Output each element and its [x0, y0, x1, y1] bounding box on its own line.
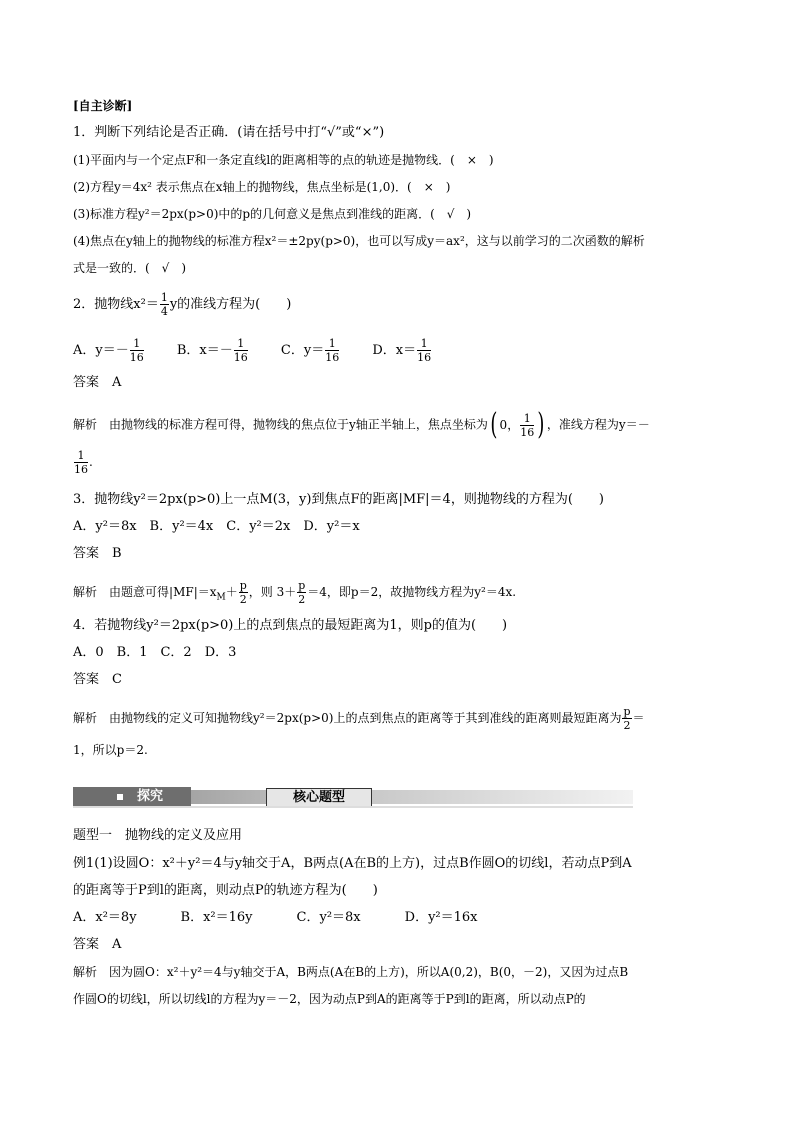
- question-1-item: (2)方程y＝4x² 表示焦点在x轴上的抛物线，焦点坐标是(1,0)．( × ): [73, 180, 451, 194]
- example-1-analysis-line2: 作圆O的切线l，所以切线l的方程为y＝－2，因为动点P到A的距离等于P到l的距离，所以动点P的: [73, 992, 586, 1006]
- question-3-options: A．y²＝8x B．y²＝4x C．y²＝2x D．y²＝x: [73, 519, 360, 534]
- type-1-title: 题型一 抛物线的定义及应用: [73, 828, 243, 843]
- option-d: D．y²＝16x: [404, 910, 478, 925]
- question-4-stem: 4．若抛物线y²＝2px(p>0)上的点到焦点的最短距离为1，则p的值为( ): [73, 618, 508, 633]
- fraction: $\frac{1}{16}$: [417, 337, 432, 364]
- question-2-options: [73, 338, 432, 363]
- fraction: $\frac{p}{2}$: [239, 579, 247, 606]
- fraction: $\frac{1}{16}$: [233, 337, 248, 364]
- question-4-options: A．0 B．1 C．2 D．3: [73, 645, 237, 660]
- question-4-analysis: 解析 由抛物线的定义可知抛物线y²＝2px(p>0)上的点到焦点的距离等于其到准线的距离则最短距离为 $\frac{p}{2}$ ＝: [73, 705, 645, 732]
- section-label: [自主诊断]: [73, 99, 133, 113]
- square-bullet-icon: [117, 794, 123, 800]
- answer-value: A: [112, 937, 122, 952]
- option-c: C．y＝: [280, 343, 325, 358]
- fraction: $\frac{1}{16}$: [129, 337, 144, 364]
- question-2-stem: [73, 292, 291, 317]
- option-c: C．y²＝8x: [296, 910, 361, 925]
- question-4-analysis-line2: 1，所以p＝2.: [73, 743, 148, 757]
- section-banner: [73, 787, 633, 807]
- question-1-item: (3)标准方程y²＝2px(p>0)中的p的几何意义是焦点到准线的距离．( √ ): [73, 207, 472, 221]
- answer-value: A: [112, 375, 122, 390]
- q2-stem-before: 2．抛物线x²＝: [73, 297, 159, 312]
- option-b: B．x＝－: [176, 343, 233, 358]
- fraction: $\frac{1}{4}$: [160, 291, 168, 318]
- question-3-stem: 3．抛物线y²＝2px(p>0)上一点M(3，y)到焦点F的距离|MF|＝4，则抛物线的方程为( ): [73, 492, 604, 507]
- answer-value: C: [112, 672, 122, 687]
- question-1-stem: 1．判断下列结论是否正确．(请在括号中打“√”或“×”): [73, 125, 385, 140]
- option-d: D．x＝: [372, 343, 417, 358]
- question-1-item: (4)焦点在y轴上的抛物线的标准方程x²＝±2py(p>0)，也可以写成y＝ax²，这与以前学习的二次函数的解析: [73, 234, 645, 248]
- q2-stem-after: y的准线方程为( ): [169, 297, 292, 312]
- example-1-options: [73, 908, 478, 928]
- question-3-analysis: 解析 由题意可得$|MF|=x_M+$ $\frac{p}{2}$ ，则 3＋ $\frac{p}{2}$ ＝4，即p＝2，故抛物线方程为y²＝4x.: [73, 579, 517, 606]
- banner-tag: 核心题型: [292, 790, 345, 805]
- question-4-answer: 答案 C: [73, 672, 122, 687]
- question-2-answer: 答案 A: [73, 375, 122, 390]
- option-b: B．x²＝16y: [180, 910, 253, 925]
- answer-value: B: [112, 546, 122, 561]
- fraction: $\frac{1}{16}$: [520, 411, 535, 439]
- example-1-line2: 的距离等于P到l的距离，则动点P的轨迹方程为( ): [73, 883, 378, 898]
- fraction: $\frac{p}{2}$: [298, 579, 306, 606]
- question-3-answer: 答案 B: [73, 546, 122, 561]
- example-1-analysis-line1: 解析 因为圆O：x²＋y²＝4与y轴交于A，B两点(A在B的上方)，所以A(0,2)，B(0，－2)，又因为过点B: [73, 965, 629, 979]
- question-2-analysis-end: $\frac{1}{16}$ .: [74, 449, 93, 476]
- fraction: $\frac{1}{16}$: [325, 337, 340, 364]
- fraction: $\frac{1}{16}$: [74, 449, 88, 476]
- question-1-item: (1)平面内与一个定点F和一条定直线l的距离相等的点的轨迹是抛物线．( × ): [73, 153, 494, 167]
- fraction: $\frac{p}{2}$: [623, 705, 631, 732]
- example-1-line1: 例1(1)设圆O：x²＋y²＝4与y轴交于A，B两点(A在B的上方)，过点B作圆O的切线l，若动点P到A: [73, 856, 632, 871]
- question-1-item: 式是一致的．( √ ): [73, 261, 187, 275]
- option-a: A．y＝－: [73, 343, 129, 358]
- option-a: A．x²＝8y: [73, 910, 137, 925]
- question-2-analysis: 解析 由抛物线的标准方程可得，抛物线的焦点位于y轴正半轴上，焦点坐标为( 0， $\frac{1}{16}$ ) ，准线方程为y＝－: [73, 407, 650, 442]
- banner-label: 探究: [137, 789, 164, 804]
- example-1-answer: 答案 A: [73, 937, 122, 952]
